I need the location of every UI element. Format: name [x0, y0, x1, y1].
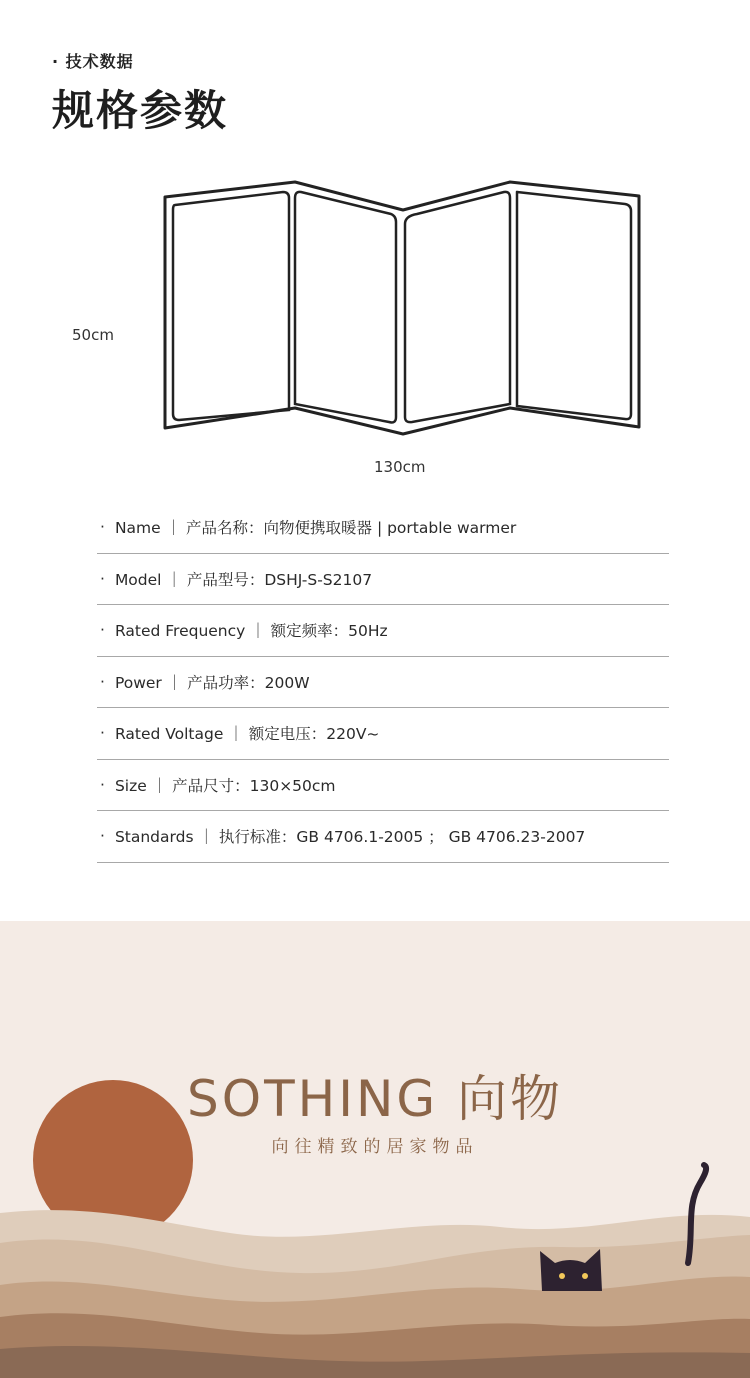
bullet: · — [100, 724, 105, 743]
spec-row-standards — [97, 811, 669, 863]
spec-text: Power ｜ 产品功率：200W — [114, 673, 310, 692]
bullet: · — [100, 569, 105, 588]
bullet: · — [100, 827, 105, 846]
spec-list — [97, 502, 669, 863]
section-eyebrow: · 技术数据 — [52, 52, 134, 71]
spec-row-model — [97, 554, 669, 606]
page-title: 规格参数 — [52, 86, 229, 135]
spec-text: Rated Voltage ｜ 额定电压：220V~ — [114, 725, 380, 744]
spec-row-power — [97, 657, 669, 709]
width-dimension-label: 130cm — [374, 458, 426, 476]
brand-logo: SOTHING 向物 — [186, 1070, 564, 1128]
spec-text: Name ｜ 产品名称：向物便携取暖器 | portable warmer — [114, 519, 517, 538]
folding-panel-diagram — [155, 172, 655, 444]
height-dimension-label: 50cm — [72, 326, 114, 344]
spec-row-name — [97, 502, 669, 554]
spec-row-voltage — [97, 708, 669, 760]
spec-row-size — [97, 760, 669, 812]
bullet: · — [100, 518, 105, 537]
spec-text: Size ｜ 产品尺寸：130×50cm — [114, 776, 336, 795]
spec-text: Standards ｜ 执行标准：GB 4706.1-2005 ； GB 4706.23-2007 — [114, 828, 586, 847]
spec-text: Rated Frequency ｜ 额定频率：50Hz — [114, 622, 388, 641]
spec-row-frequency — [97, 605, 669, 657]
bullet: · — [100, 672, 105, 691]
spec-text: Model ｜ 产品型号：DSHJ-S-S2107 — [114, 570, 373, 589]
bullet: · — [100, 775, 105, 794]
brand-slogan: 向往精致的居家物品 — [271, 1137, 479, 1157]
brand-footer — [0, 921, 750, 1378]
bullet: · — [100, 621, 105, 640]
